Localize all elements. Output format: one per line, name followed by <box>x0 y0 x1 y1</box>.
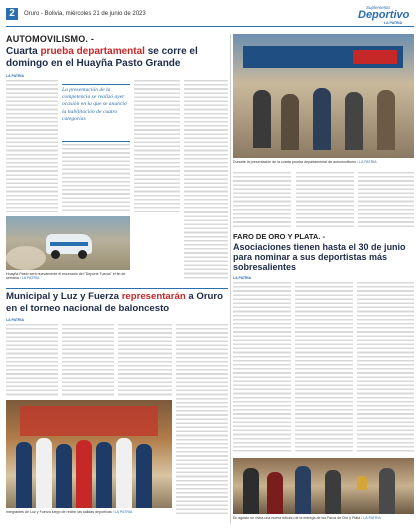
headline-highlight: prueba departamental <box>40 46 145 57</box>
body-column <box>358 172 414 228</box>
kicker: AUTOMOVILISMO. - <box>6 34 95 44</box>
car-wheel <box>51 250 60 259</box>
body-column <box>118 324 172 396</box>
pullquote-text: La presentación de la competencia se realizó ayer ocasión en la que se anunció la habilitación de cuatro categorías <box>62 87 127 122</box>
player <box>136 444 152 508</box>
section-logo: Deportivo <box>358 9 410 21</box>
body-column <box>176 324 228 514</box>
story-automovilismo <box>6 34 228 284</box>
photo-caption <box>233 516 414 520</box>
caption-text: Durante la presentación de la cuarta prueba departamental de automovilismo <box>233 160 357 164</box>
car-stripe <box>50 242 88 246</box>
supplement-label: Suplemento <box>366 5 391 10</box>
player <box>76 440 92 508</box>
trophy-icon <box>357 476 367 490</box>
paper-name: LA PATRIA <box>384 21 403 25</box>
body-column <box>357 282 414 454</box>
caption-credit: / LA PATRIA <box>361 516 381 520</box>
body-column <box>62 324 114 396</box>
person <box>267 472 283 514</box>
byline: LA PATRIA <box>6 74 25 78</box>
award-photo <box>233 458 414 514</box>
body-column <box>6 80 58 212</box>
headline <box>6 46 228 70</box>
player <box>116 438 132 508</box>
person <box>325 470 341 514</box>
body-column <box>134 80 180 212</box>
body-column <box>233 172 291 228</box>
body-column <box>6 324 58 396</box>
car-wheel <box>78 250 87 259</box>
player <box>96 442 112 508</box>
caption-text: En agosto se vivirá una nueva edición de la entrega de los Faros de Oro y Plata <box>233 516 361 520</box>
caption-text: Integrantes de Luz y Fuerza luego de recibir las salidas deportivas <box>6 510 112 514</box>
rally-car-photo <box>6 216 130 270</box>
person <box>253 90 271 148</box>
caption-credit: / LA PATRIA <box>19 276 40 281</box>
banner-red <box>353 50 397 64</box>
photo-caption <box>6 510 172 514</box>
person <box>281 94 299 150</box>
story-baloncesto <box>6 288 228 525</box>
headline-part: Cuarta <box>6 46 41 57</box>
backdrop <box>20 406 158 436</box>
caption-text: Huayña Pasto será nuevamente el escenario del "Deporte Tuerca" el fin de semana <box>6 272 126 281</box>
headline-part: Municipal y Luz y Fuerza <box>6 291 122 302</box>
pullquote <box>62 84 130 142</box>
player <box>56 444 72 508</box>
caption-credit: / LA PATRIA <box>112 510 133 514</box>
person <box>313 88 331 150</box>
dust-cloud <box>6 246 46 270</box>
headline <box>6 291 228 314</box>
dateline: Oruro - Bolivia, miércoles 21 de junio de 2023 <box>24 11 146 17</box>
page-header <box>6 4 414 28</box>
headline-part: se corre el domingo en el Huayña Pasto Grande <box>6 46 198 69</box>
person <box>243 468 259 514</box>
column-divider <box>230 34 231 524</box>
body-column <box>295 282 353 454</box>
story-faro-de-oro <box>233 230 414 525</box>
header-rule <box>6 26 414 27</box>
headline-highlight: representarán <box>121 291 186 302</box>
body-column <box>233 282 291 454</box>
page-number: 2 <box>9 8 15 19</box>
body-column <box>62 144 130 212</box>
player <box>16 442 32 508</box>
body-column <box>296 172 354 228</box>
person <box>295 466 311 514</box>
person <box>377 90 395 150</box>
person <box>379 468 395 514</box>
section-rule <box>6 288 228 289</box>
presentation-photo <box>233 34 414 158</box>
headline-part: a Oruro en el torneo nacional de baloncesto <box>6 291 224 314</box>
photo-caption <box>233 160 414 164</box>
body-column <box>184 80 228 280</box>
player <box>36 438 52 508</box>
kicker: FARO DE ORO Y PLATA. - <box>233 232 325 241</box>
photo-caption <box>6 272 130 281</box>
person <box>345 92 363 150</box>
byline: LA PATRIA <box>233 276 252 280</box>
caption-credit: / LA PATRIA <box>357 160 377 164</box>
byline: LA PATRIA <box>6 318 25 322</box>
team-photo <box>6 400 172 508</box>
headline: Asociaciones tienen hasta el 30 de junio para nominar a sus deportistas más sobresalientes <box>233 242 406 273</box>
